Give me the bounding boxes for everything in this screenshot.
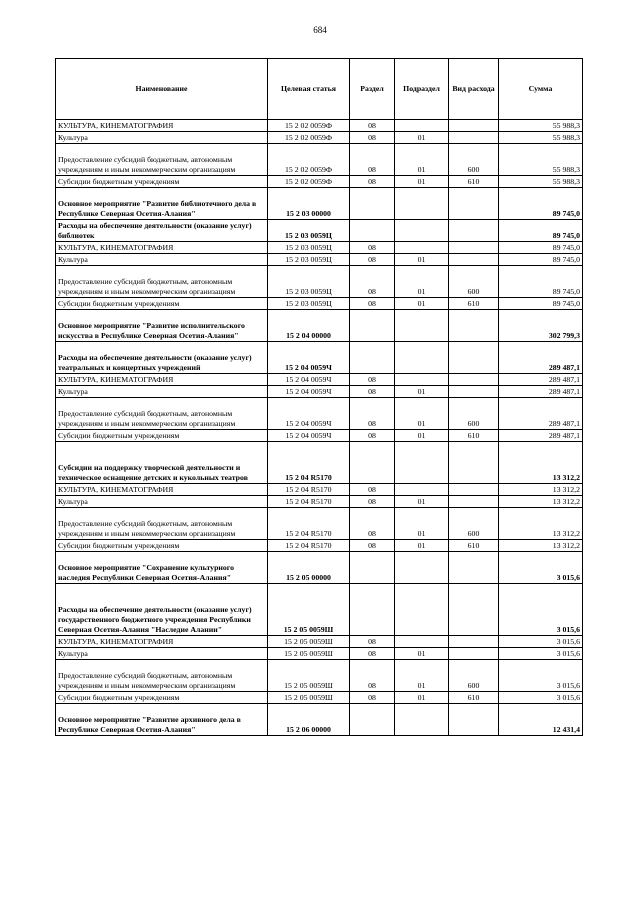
cell-target-article: 15 2 03 0059Ц <box>268 298 350 310</box>
table-row <box>56 298 583 310</box>
cell-section: 08 <box>350 398 395 430</box>
header-amount: Сумма <box>499 59 583 120</box>
cell-section <box>350 584 395 636</box>
cell-subsection: 01 <box>395 660 449 692</box>
cell-target-article: 15 2 02 0059Ф <box>268 176 350 188</box>
cell-name: Предоставление субсидий бюджетным, автономным учреждениям и иным некоммерческим организациям <box>56 508 268 540</box>
cell-subsection <box>395 584 449 636</box>
cell-subsection: 01 <box>395 398 449 430</box>
cell-subsection <box>395 220 449 242</box>
cell-name: Основное мероприятие "Сохранение культурного наследия Республики Северная Осетия-Алания" <box>56 552 268 584</box>
cell-subsection <box>395 374 449 386</box>
cell-target-article: 15 2 04 R5170 <box>268 484 350 496</box>
table-row <box>56 552 583 584</box>
cell-expense-type <box>449 120 499 132</box>
cell-expense-type <box>449 254 499 266</box>
cell-name: Основное мероприятие "Развитие библиотечного дела в Республике Северная Осетия-Алания" <box>56 188 268 220</box>
table-row <box>56 188 583 220</box>
cell-expense-type <box>449 442 499 484</box>
cell-name: Расходы на обеспечение деятельности (оказание услуг) государственного бюджетного учреждения Республики Северная Осетия-Алания "Наследие Алании" <box>56 584 268 636</box>
table-row <box>56 242 583 254</box>
cell-section <box>350 310 395 342</box>
cell-target-article: 15 2 03 0059Ц <box>268 220 350 242</box>
cell-target-article: 15 2 03 00000 <box>268 188 350 220</box>
page-number: 684 <box>313 25 327 35</box>
cell-subsection: 01 <box>395 648 449 660</box>
cell-amount: 302 799,3 <box>499 310 583 342</box>
cell-subsection <box>395 310 449 342</box>
cell-amount: 89 745,0 <box>499 220 583 242</box>
cell-expense-type <box>449 552 499 584</box>
cell-target-article: 15 2 05 0059Ш <box>268 584 350 636</box>
cell-target-article: 15 2 04 00000 <box>268 310 350 342</box>
cell-subsection <box>395 704 449 736</box>
cell-subsection <box>395 188 449 220</box>
cell-target-article: 15 2 05 00000 <box>268 552 350 584</box>
cell-section: 08 <box>350 636 395 648</box>
cell-section: 08 <box>350 692 395 704</box>
cell-subsection <box>395 552 449 584</box>
cell-target-article: 15 2 04 R5170 <box>268 508 350 540</box>
cell-target-article: 15 2 04 R5170 <box>268 442 350 484</box>
cell-name: Основное мероприятие "Развитие архивного дела в Республике Северная Осетия-Алания" <box>56 704 268 736</box>
table-row <box>56 254 583 266</box>
cell-amount: 13 312,2 <box>499 442 583 484</box>
table-row <box>56 584 583 636</box>
cell-expense-type <box>449 242 499 254</box>
cell-section: 08 <box>350 298 395 310</box>
cell-section: 08 <box>350 374 395 386</box>
cell-amount: 3 015,6 <box>499 636 583 648</box>
cell-target-article: 15 2 04 0059Ч <box>268 374 350 386</box>
cell-amount: 3 015,6 <box>499 552 583 584</box>
budget-table <box>55 58 583 736</box>
cell-subsection: 01 <box>395 508 449 540</box>
cell-amount: 289 487,1 <box>499 342 583 374</box>
table-row <box>56 342 583 374</box>
cell-name: КУЛЬТУРА, КИНЕМАТОГРАФИЯ <box>56 374 268 386</box>
cell-subsection <box>395 442 449 484</box>
cell-amount: 89 745,0 <box>499 188 583 220</box>
cell-name: Культура <box>56 386 268 398</box>
cell-target-article: 15 2 05 0059Ш <box>268 660 350 692</box>
cell-target-article: 15 2 03 0059Ц <box>268 266 350 298</box>
cell-section <box>350 704 395 736</box>
cell-expense-type <box>449 648 499 660</box>
cell-target-article: 15 2 02 0059Ф <box>268 144 350 176</box>
table-row <box>56 508 583 540</box>
cell-name: Субсидии бюджетным учреждениям <box>56 540 268 552</box>
cell-subsection: 01 <box>395 266 449 298</box>
cell-name: Предоставление субсидий бюджетным, автономным учреждениям и иным некоммерческим организациям <box>56 398 268 430</box>
table-header-row <box>56 59 583 120</box>
table-row <box>56 220 583 242</box>
cell-expense-type <box>449 704 499 736</box>
cell-section: 08 <box>350 144 395 176</box>
cell-expense-type: 600 <box>449 144 499 176</box>
cell-section: 08 <box>350 648 395 660</box>
cell-subsection: 01 <box>395 144 449 176</box>
cell-expense-type <box>449 584 499 636</box>
table-row <box>56 266 583 298</box>
cell-section: 08 <box>350 120 395 132</box>
cell-amount: 89 745,0 <box>499 242 583 254</box>
cell-subsection <box>395 120 449 132</box>
cell-section <box>350 220 395 242</box>
cell-section <box>350 552 395 584</box>
cell-name: Культура <box>56 648 268 660</box>
table-row <box>56 442 583 484</box>
header-target-article: Целевая статья <box>268 59 350 120</box>
cell-subsection <box>395 342 449 374</box>
table-row <box>56 386 583 398</box>
table-row <box>56 176 583 188</box>
cell-amount: 289 487,1 <box>499 398 583 430</box>
cell-subsection <box>395 242 449 254</box>
cell-expense-type <box>449 188 499 220</box>
cell-section: 08 <box>350 484 395 496</box>
cell-name: Субсидии бюджетным учреждениям <box>56 692 268 704</box>
cell-subsection <box>395 484 449 496</box>
table-row <box>56 704 583 736</box>
cell-section <box>350 188 395 220</box>
cell-section: 08 <box>350 540 395 552</box>
cell-name: КУЛЬТУРА, КИНЕМАТОГРАФИЯ <box>56 636 268 648</box>
cell-expense-type: 600 <box>449 398 499 430</box>
cell-amount: 89 745,0 <box>499 298 583 310</box>
cell-name: Расходы на обеспечение деятельности (оказание услуг) театральных и концертных учреждений <box>56 342 268 374</box>
cell-target-article: 15 2 04 0059Ч <box>268 342 350 374</box>
cell-expense-type: 610 <box>449 176 499 188</box>
cell-subsection: 01 <box>395 430 449 442</box>
cell-name: Расходы на обеспечение деятельности (оказание услуг) библиотек <box>56 220 268 242</box>
cell-amount: 289 487,1 <box>499 386 583 398</box>
cell-amount: 289 487,1 <box>499 374 583 386</box>
cell-section: 08 <box>350 496 395 508</box>
cell-amount: 55 988,3 <box>499 120 583 132</box>
cell-expense-type: 600 <box>449 266 499 298</box>
cell-expense-type: 610 <box>449 692 499 704</box>
cell-expense-type <box>449 220 499 242</box>
cell-expense-type <box>449 636 499 648</box>
cell-amount: 12 431,4 <box>499 704 583 736</box>
cell-expense-type <box>449 374 499 386</box>
cell-expense-type <box>449 386 499 398</box>
cell-amount: 13 312,2 <box>499 484 583 496</box>
cell-subsection: 01 <box>395 132 449 144</box>
cell-target-article: 15 2 04 R5170 <box>268 540 350 552</box>
cell-target-article: 15 2 06 00000 <box>268 704 350 736</box>
table-row <box>56 310 583 342</box>
cell-amount: 89 745,0 <box>499 254 583 266</box>
cell-amount: 3 015,6 <box>499 660 583 692</box>
cell-section: 08 <box>350 266 395 298</box>
table-row <box>56 660 583 692</box>
table-row <box>56 374 583 386</box>
cell-section: 08 <box>350 132 395 144</box>
cell-name: Субсидии бюджетным учреждениям <box>56 176 268 188</box>
cell-subsection: 01 <box>395 496 449 508</box>
table-body <box>56 120 583 736</box>
table-row <box>56 132 583 144</box>
cell-expense-type: 600 <box>449 660 499 692</box>
cell-section <box>350 342 395 374</box>
cell-target-article: 15 2 05 0059Ш <box>268 636 350 648</box>
cell-subsection: 01 <box>395 540 449 552</box>
cell-amount: 3 015,6 <box>499 692 583 704</box>
cell-section: 08 <box>350 386 395 398</box>
cell-name: Предоставление субсидий бюджетным, автономным учреждениям и иным некоммерческим организациям <box>56 144 268 176</box>
cell-target-article: 15 2 03 0059Ц <box>268 242 350 254</box>
cell-expense-type <box>449 496 499 508</box>
cell-expense-type: 610 <box>449 430 499 442</box>
cell-section: 08 <box>350 176 395 188</box>
cell-amount: 55 988,3 <box>499 144 583 176</box>
table-row <box>56 430 583 442</box>
cell-subsection: 01 <box>395 386 449 398</box>
cell-amount: 89 745,0 <box>499 266 583 298</box>
cell-amount: 13 312,2 <box>499 508 583 540</box>
cell-target-article: 15 2 04 0059Ч <box>268 386 350 398</box>
cell-section: 08 <box>350 660 395 692</box>
cell-section: 08 <box>350 508 395 540</box>
cell-section: 08 <box>350 430 395 442</box>
cell-subsection: 01 <box>395 692 449 704</box>
cell-expense-type <box>449 310 499 342</box>
cell-expense-type <box>449 342 499 374</box>
cell-expense-type: 610 <box>449 298 499 310</box>
cell-section: 08 <box>350 254 395 266</box>
cell-expense-type <box>449 484 499 496</box>
cell-expense-type: 600 <box>449 508 499 540</box>
cell-subsection: 01 <box>395 176 449 188</box>
cell-section <box>350 442 395 484</box>
cell-name: Предоставление субсидий бюджетным, автономным учреждениям и иным некоммерческим организациям <box>56 266 268 298</box>
cell-amount: 3 015,6 <box>499 584 583 636</box>
table-row <box>56 636 583 648</box>
cell-target-article: 15 2 02 0059Ф <box>268 120 350 132</box>
cell-name: Основное мероприятие "Развитие исполнительского искусства в Республике Северная Осетия-Алания" <box>56 310 268 342</box>
cell-amount: 3 015,6 <box>499 648 583 660</box>
cell-target-article: 15 2 03 0059Ц <box>268 254 350 266</box>
cell-expense-type: 610 <box>449 540 499 552</box>
cell-target-article: 15 2 04 R5170 <box>268 496 350 508</box>
table-row <box>56 484 583 496</box>
cell-target-article: 15 2 05 0059Ш <box>268 692 350 704</box>
table-row <box>56 692 583 704</box>
cell-subsection: 01 <box>395 254 449 266</box>
cell-name: Субсидии бюджетным учреждениям <box>56 430 268 442</box>
cell-target-article: 15 2 04 0059Ч <box>268 398 350 430</box>
cell-amount: 13 312,2 <box>499 540 583 552</box>
cell-amount: 55 988,3 <box>499 176 583 188</box>
header-subsection: Подраздел <box>395 59 449 120</box>
cell-subsection <box>395 636 449 648</box>
table-row <box>56 398 583 430</box>
cell-target-article: 15 2 05 0059Ш <box>268 648 350 660</box>
header-name: Наименование <box>56 59 268 120</box>
cell-section: 08 <box>350 242 395 254</box>
cell-name: Предоставление субсидий бюджетным, автономным учреждениям и иным некоммерческим организациям <box>56 660 268 692</box>
cell-expense-type <box>449 132 499 144</box>
cell-name: Культура <box>56 254 268 266</box>
table-row <box>56 144 583 176</box>
cell-target-article: 15 2 02 0059Ф <box>268 132 350 144</box>
cell-subsection: 01 <box>395 298 449 310</box>
cell-name: Культура <box>56 496 268 508</box>
cell-name: Субсидии бюджетным учреждениям <box>56 298 268 310</box>
table-row <box>56 120 583 132</box>
cell-amount: 289 487,1 <box>499 430 583 442</box>
cell-name: КУЛЬТУРА, КИНЕМАТОГРАФИЯ <box>56 484 268 496</box>
table-row <box>56 648 583 660</box>
table-row <box>56 496 583 508</box>
cell-target-article: 15 2 04 0059Ч <box>268 430 350 442</box>
cell-name: КУЛЬТУРА, КИНЕМАТОГРАФИЯ <box>56 242 268 254</box>
table-row <box>56 540 583 552</box>
cell-name: КУЛЬТУРА, КИНЕМАТОГРАФИЯ <box>56 120 268 132</box>
cell-name: Субсидии на поддержку творческой деятельности и техническое оснащение детских и кукольных театров <box>56 442 268 484</box>
header-expense-type: Вид расхода <box>449 59 499 120</box>
cell-amount: 55 988,3 <box>499 132 583 144</box>
cell-amount: 13 312,2 <box>499 496 583 508</box>
cell-name: Культура <box>56 132 268 144</box>
header-section: Раздел <box>350 59 395 120</box>
